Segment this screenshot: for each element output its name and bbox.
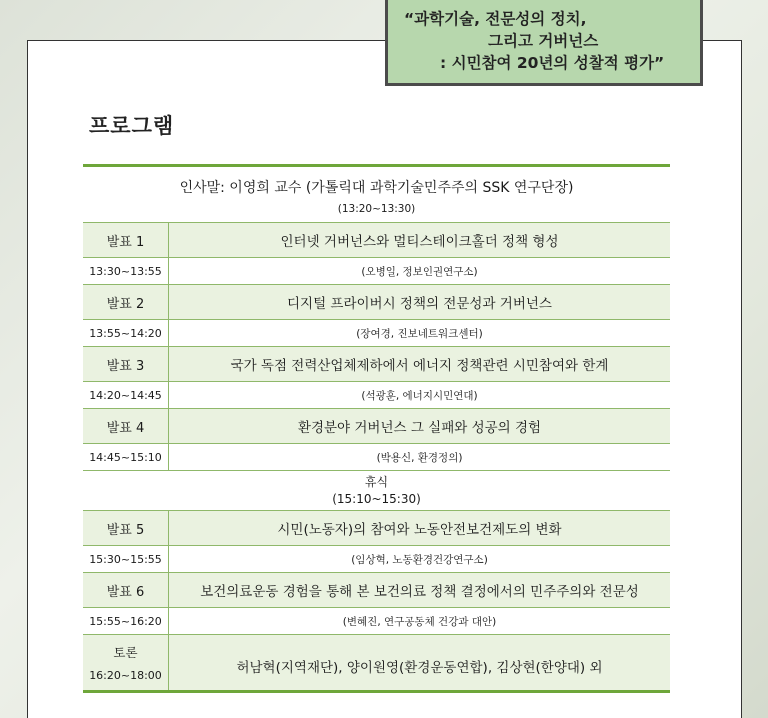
presentation-detail-row [83, 546, 670, 573]
presentation-row [83, 285, 670, 320]
presentation-title: 보건의료운동 경험을 통해 본 보건의료 정책 결정에서의 민주주의와 전문성 [200, 584, 639, 600]
presentation-title: 디지털 프라이버시 정책의 전문성과 거버넌스 [287, 296, 552, 312]
presentation-label: 발표 6 [83, 573, 169, 607]
presentation-time: 13:30~13:55 [83, 258, 169, 284]
presentation-title: 환경분야 거버넌스 그 실패와 성공의 경험 [297, 420, 542, 436]
presentation-time: 13:55~14:20 [83, 320, 169, 346]
presentation-time: 15:55~16:20 [83, 608, 169, 634]
presentation-label: 발표 5 [83, 511, 169, 545]
greeting-row [83, 167, 670, 223]
break-row [83, 471, 670, 511]
banner-line-1: “과학기술, 전문성의 정치, [404, 10, 587, 28]
presentation-label: 발표 4 [83, 409, 169, 443]
page-title: 프로그램 [89, 114, 175, 138]
presentation-detail-row [83, 608, 670, 635]
presentation-title: 국가 독점 전력산업체제하에서 에너지 정책관련 시민참여와 한계 [230, 358, 609, 374]
presentation-detail-row [83, 382, 670, 409]
discussion-time: 16:20~18:00 [89, 669, 162, 682]
presentation-speaker: (변혜진, 연구공동체 건강과 대안) [342, 615, 497, 628]
presentation-speaker: (오병일, 정보인권연구소) [361, 265, 478, 278]
presentation-speaker: (장여경, 진보네트워크센터) [356, 327, 483, 340]
program-table [83, 164, 670, 693]
presentation-row [83, 573, 670, 608]
break-time: (15:10~15:30) [332, 491, 421, 506]
presentation-speaker: (임상혁, 노동환경건강연구소) [351, 553, 488, 566]
break-label: 휴식 [364, 474, 389, 489]
presentation-row [83, 409, 670, 444]
presentation-row [83, 347, 670, 382]
presentation-detail-row [83, 444, 670, 471]
presentation-title: 인터넷 거버넌스와 멀티스테이크홀더 정책 형성 [280, 234, 559, 250]
presentation-label: 발표 1 [83, 223, 169, 257]
presentation-title: 시민(노동자)의 참여와 노동안전보건제도의 변화 [277, 522, 562, 538]
presentation-label: 발표 3 [83, 347, 169, 381]
greeting-text: 인사말: 이영희 교수 (가톨릭대 과학기술민주주의 SSK 연구단장) [179, 179, 574, 196]
presentation-detail-row [83, 258, 670, 285]
presentation-row [83, 223, 670, 258]
presentation-time: 15:30~15:55 [83, 546, 169, 572]
discussion-panel: 허남혁(지역재단), 양이원영(환경운동연합), 김상현(한양대) 외 [169, 635, 670, 690]
banner-line-2: 그리고 거버넌스 [488, 32, 599, 50]
banner-line-3: : 시민참여 20년의 성찰적 평가” [440, 54, 665, 72]
discussion-row [83, 635, 670, 690]
discussion-label-cell [83, 635, 169, 690]
presentation-time: 14:20~14:45 [83, 382, 169, 408]
presentation-speaker: (석광훈, 에너지시민연대) [361, 389, 478, 402]
presentation-speaker: (박용신, 환경정의) [376, 451, 463, 464]
presentation-row [83, 511, 670, 546]
greeting-time: (13:20~13:30) [337, 202, 416, 215]
discussion-label: 토론 [113, 645, 138, 660]
presentation-detail-row [83, 320, 670, 347]
presentation-time: 14:45~15:10 [83, 444, 169, 470]
presentation-label: 발표 2 [83, 285, 169, 319]
title-banner [385, 0, 703, 86]
